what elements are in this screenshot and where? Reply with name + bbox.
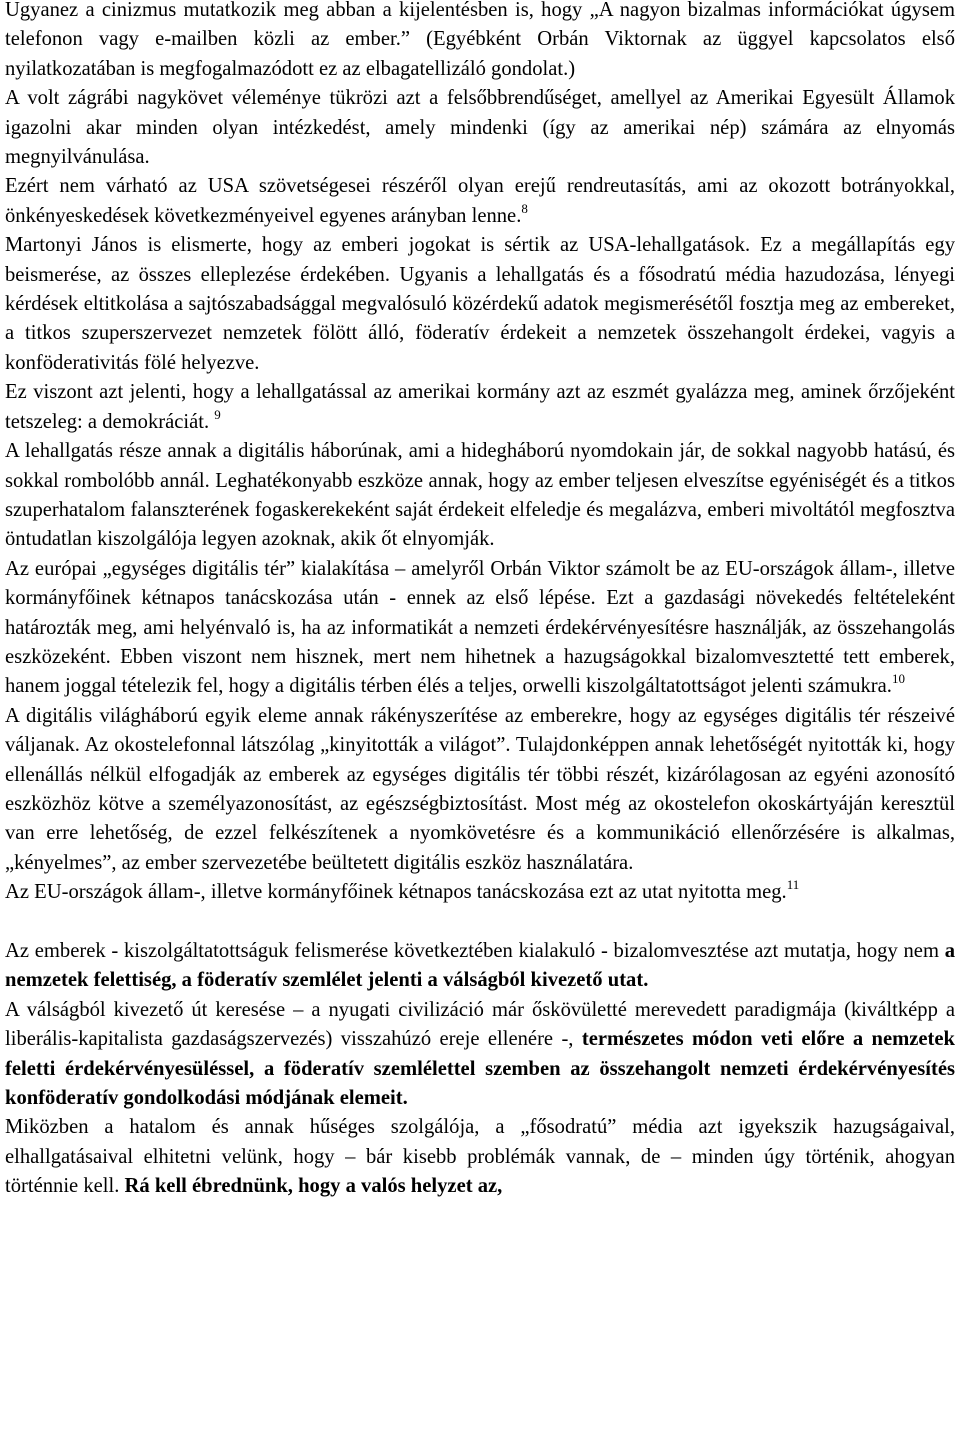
paragraph-text: Martonyi János is elismerte, hogy az emberi jogokat is sértik az USA-lehallgatások. Ez a megállapítás egy beismerése, az összes elleplezése érdekében. Ugyanis a lehallgatás és a fősodratú média hazudozása, lényegi kérdések eltitkolása a sajtószabadsággal megvalósuló közérdekű adatok megismerésétől fosztja meg az embereket, a titkos szuperszervezet nemzetek fölött álló, föderatív érdekeit a nemzetek összehangolt érdekei, vagyis a konföderativitás fölé helyezve.: [5, 234, 955, 374]
paragraph-text: Ezért nem várható az USA szövetségesei részéről olyan erejű rendreutasítás, ami az okozott botrányokkal, önkényeskedések következményeivel egyenes arányban lenne.: [5, 175, 955, 227]
paragraph: [5, 0, 955, 84]
document-page: [5, 0, 955, 1202]
paragraph-text: Ugyanez a cinizmus mutatkozik meg abban a kijelentésben is, hogy „A nagyon bizalmas információkat úgysem telefonon vagy e-mailben közli az ember.” (Egyébként Orbán Viktornak az üggyel kapcsolatos első nyilatkozatában is megfogalmazódott ez az elbagatellizáló gondolat.): [5, 0, 955, 80]
paragraph: [5, 937, 955, 996]
paragraph: [5, 702, 955, 878]
paragraph-text: Miközben a hatalom és annak hűséges szolgálója, a „fősodratú” média azt igyekszik hazugságaival, elhallgatásaival elhitetni velünk, hogy – bár kisebb problémák vannak, de – minden úgy történik, ahogyan történnie kell.: [5, 1116, 955, 1198]
paragraph: [5, 172, 955, 231]
paragraph: [5, 378, 955, 437]
emphasized-text: Rá kell ébrednünk, hogy a valós helyzet az,: [124, 1175, 503, 1198]
emphasized-text: a nemzetek felettiség, a föderatív szemlélet jelenti a válságból kivezető utat.: [5, 939, 955, 992]
paragraph: [5, 437, 955, 555]
paragraph-text: Ez viszont azt jelenti, hogy a lehallgatással az amerikai kormány azt az eszmét gyalázza meg, aminek őrzőjeként tetszeleg: a demokráciát.: [5, 381, 955, 433]
paragraph-spacer: [5, 908, 955, 937]
footnote-reference: 9: [214, 406, 221, 422]
footnote-reference: 10: [891, 671, 905, 687]
paragraph: [5, 996, 955, 1114]
paragraph: [5, 231, 955, 378]
paragraph-text: Az emberek - kiszolgáltatottságuk felismerése következtében kialakuló - bizalomvesztése azt mutatja, hogy nem: [5, 939, 945, 962]
paragraph: [5, 84, 955, 172]
paragraph-text: A válságból kivezető út keresése – a nyugati civilizáció már őskövületté merevedett paradigmája (kiváltképp a liberális-kapitalista gazdaságszervezés) visszahúzó ereje ellenére -,: [5, 998, 955, 1051]
paragraph-text: A digitális világháború egyik eleme annak rákényszerítése az emberekre, hogy az egységes digitális tér részeivé váljanak. Az okostelefonnal látszólag „kinyitották a világot”. Tulajdonképpen annak lehetőségét nyitották ki, hogy ellenállás nélkül elfogadják az emberek az egységes digitális tér többi részét, kizárólagosan az egyéni azonosító eszközhöz kötve a személyazonosítást, az egészségbiztosítást. Most még az okostelefon okoskártyáján keresztül van erre lehetőség, de ezzel felkészítenek a nyomkövetésre és a kommunikáció ellenőrzésére is alkalmas, „kényelmes”, az ember szervezetébe beültetett digitális eszköz használatára.: [5, 704, 955, 874]
paragraph: [5, 878, 955, 907]
paragraph-text: A volt zágrábi nagykövet véleménye tükrözi azt a felsőbbrendűséget, amellyel az Amerikai Egyesült Államok igazolni akar minden olyan intézkedést, amely mindenki (így az amerikai nép) számára az elnyomás megnyilvánulása.: [5, 87, 955, 169]
emphasized-text: természetes módon veti előre a nemzetek feletti érdekérvényesüléssel, a föderatív szemlélettel szemben az összehangolt nemzeti érdekérvényesítés konföderatív gondolkodási módjának elemeit.: [5, 1028, 955, 1110]
footnote-reference: 11: [786, 877, 800, 893]
paragraph: [5, 1113, 955, 1201]
paragraph: [5, 555, 955, 702]
paragraph-text: Az EU-országok állam-, illetve kormányfőinek kétnapos tanácskozása ezt az utat nyitotta meg.: [5, 881, 787, 904]
footnote-reference: 8: [521, 200, 528, 216]
paragraph-text: A lehallgatás része annak a digitális háborúnak, ami a hidegháború nyomdokain jár, de sokkal nagyobb hatású, és sokkal rombolóbb annál. Leghatékonyabb eszköze annak, hogy az ember teljesen elveszítse egyéniségét és a titkos szuperhatalom falanszterének fogaskerekeként saját érdekeit elfeledje és megalázva, emberi mivoltától megfosztva öntudatlan kiszolgálója legyen azoknak, akik őt elnyomják.: [5, 440, 955, 551]
paragraph-text: Az európai „egységes digitális tér” kialakítása – amelyről Orbán Viktor számolt be az EU-országok állam-, illetve kormányfőinek kétnapos tanácskozása után - ennek az első lépése. Ezt a gazdasági növekedés feltételeként határozták meg, ami helyénvaló is, ha az informatikát a nemzeti érdekérvényesítésre használják, az összehangolás eszközeként. Ebben viszont nem hisznek, mert nem hihetnek a hazugságokkal bizalomvesztetté tett emberek, hanem joggal tételezik fel, hogy a digitális térben élés a teljes, orwelli kiszolgáltatottságot jelenti számukra.: [5, 557, 955, 698]
